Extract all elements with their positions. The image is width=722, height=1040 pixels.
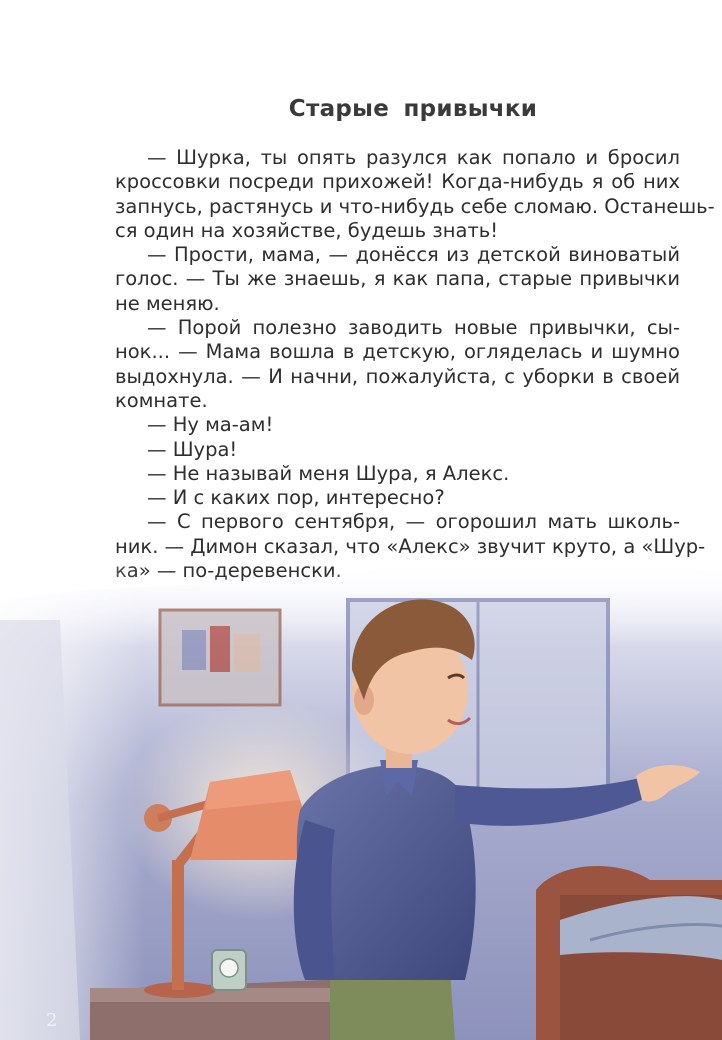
story-line: — Не называй меня Шура, я Алекс. (147, 461, 510, 485)
story-text (115, 146, 715, 583)
bed (536, 866, 722, 1040)
wall-picture (160, 610, 280, 705)
story-line: выдохнула. — И начни, пожалуйста, с уборки в своей (115, 364, 680, 388)
boy-bedroom-illustration (0, 560, 722, 1040)
story-line: кроссовки посреди прихожей! Когда-нибудь я об них (115, 170, 680, 194)
story-line: — Прости, мама, — донёсся из детской виноватый (147, 243, 680, 267)
story-line: — Шурка, ты опять разулся как попало и бросил (147, 146, 680, 169)
story-line: голос. — Ты же знаешь, я как папа, старые привычки (115, 267, 680, 291)
page-number: 2 (46, 1010, 58, 1031)
story-line: — Порой полезно заводить новые привычки, сы- (147, 316, 680, 340)
story-line: — С первого сентября, — огорошил мать школь- (147, 510, 680, 534)
chapter-title: Старые привычки (288, 96, 538, 122)
story-line: комнате. (115, 388, 208, 412)
story-line: — И с каких пор, интересно? (147, 486, 445, 510)
story-line: не меняю. (115, 291, 220, 315)
story-line: — Шура! (147, 437, 238, 461)
story-line: ся один на хозяйстве, будешь знать! (115, 218, 499, 242)
story-line: нок... — Мама вошла в детскую, огляделась и шумно (115, 340, 680, 364)
alarm-clock (212, 950, 246, 990)
story-line: — Ну ма-ам! (147, 413, 274, 437)
story-line: запнусь, растянусь и что-нибудь себе сломаю. Останешь- (115, 194, 715, 218)
story-line: ник. — Димон сказал, что «Алекс» звучит круто, а «Шур- (115, 534, 706, 558)
